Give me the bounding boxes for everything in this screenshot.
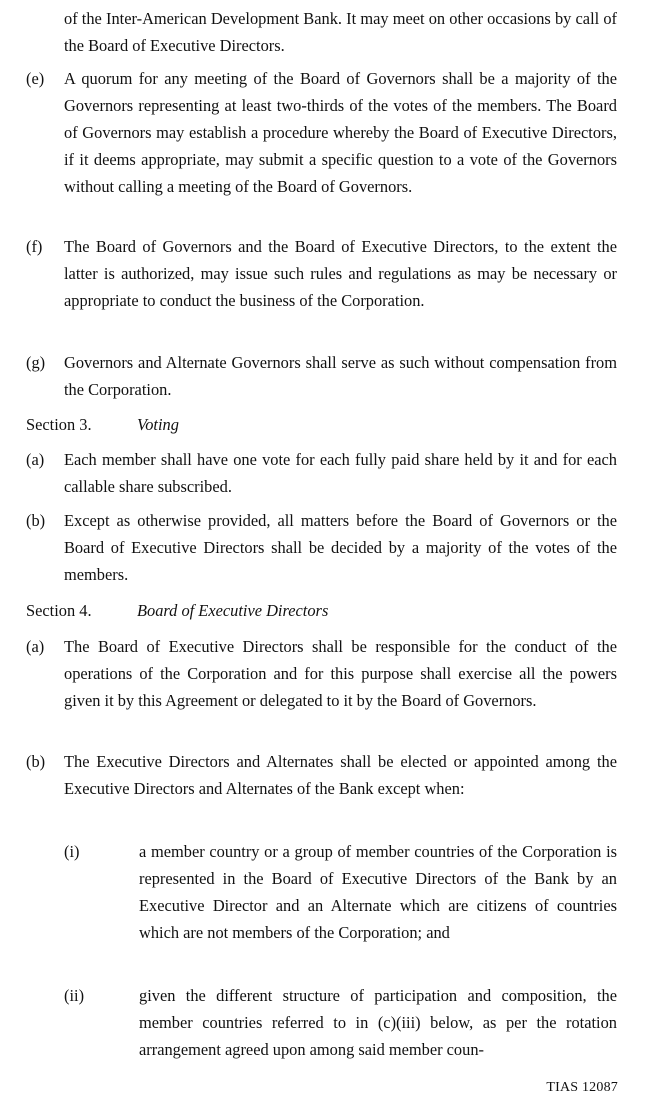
item-text: Except as otherwise provided, all matters before the Board of Governors or the Board of Executive Directors shall be decided by a majority of the votes of the members. bbox=[64, 511, 617, 584]
item-label: (a) bbox=[26, 450, 45, 469]
item-label: (b) bbox=[26, 511, 46, 530]
subitem-label: (ii) bbox=[64, 986, 85, 1005]
section-number: Section 4. bbox=[26, 601, 92, 620]
item-label: (a) bbox=[26, 637, 45, 656]
item-text: The Board of Governors and the Board of Executive Directors, to the extent the latter is authorized, may issue such rules and regulations as may be necessary or appropriate to conduct the business of the Corporation. bbox=[64, 237, 617, 310]
section-3-heading bbox=[26, 411, 179, 438]
item-label: (b) bbox=[26, 752, 46, 771]
subitem-text: given the different structure of participation and composition, the member countries referred to in (c)(iii) below, as per the rotation arrangement agreed upon among said member coun- bbox=[139, 986, 617, 1059]
item-text: The Board of Executive Directors shall be responsible for the conduct of the operations of the Corporation and for this purpose shall exercise all the powers given it by this Agreement or delegated to it by the Board of Governors. bbox=[64, 637, 617, 710]
item-text: Each member shall have one vote for each fully paid share held by it and for each callable share subscribed. bbox=[64, 450, 617, 496]
item-text: A quorum for any meeting of the Board of Governors shall be a majority of the Governors representing at least two-thirds of the votes of the members. The Board of Governors may establish a procedure whereby the Board of Executive Directors, if it deems appropriate, may submit a specific question to a vote of the Governors without calling a meeting of the Board of Governors. bbox=[64, 69, 617, 196]
item-text: Governors and Alternate Governors shall serve as such without compensation from the Corporation. bbox=[64, 353, 617, 399]
subitem-label: (i) bbox=[64, 842, 80, 861]
item-label: (f) bbox=[26, 237, 43, 256]
item-text: The Executive Directors and Alternates shall be elected or appointed among the Executive Directors and Alternates of the Bank except when: bbox=[64, 752, 617, 798]
section-title: Board of Executive Directors bbox=[137, 601, 329, 620]
section-4-heading bbox=[26, 597, 328, 624]
item-label: (e) bbox=[26, 69, 45, 88]
page-footer-reference: TIAS 12087 bbox=[546, 1080, 618, 1095]
subitem-text: a member country or a group of member countries of the Corporation is represented in the Board of Executive Directors of the Bank by an Executive Director and an Alternate which are citizens of countries which are not members of the Corporation; and bbox=[139, 842, 617, 942]
continuation-paragraph: of the Inter-American Development Bank. It may meet on other occasions by call of the Board of Executive Directors. bbox=[64, 9, 617, 55]
section-number: Section 3. bbox=[26, 415, 92, 434]
section-title: Voting bbox=[137, 415, 179, 434]
item-label: (g) bbox=[26, 353, 46, 372]
